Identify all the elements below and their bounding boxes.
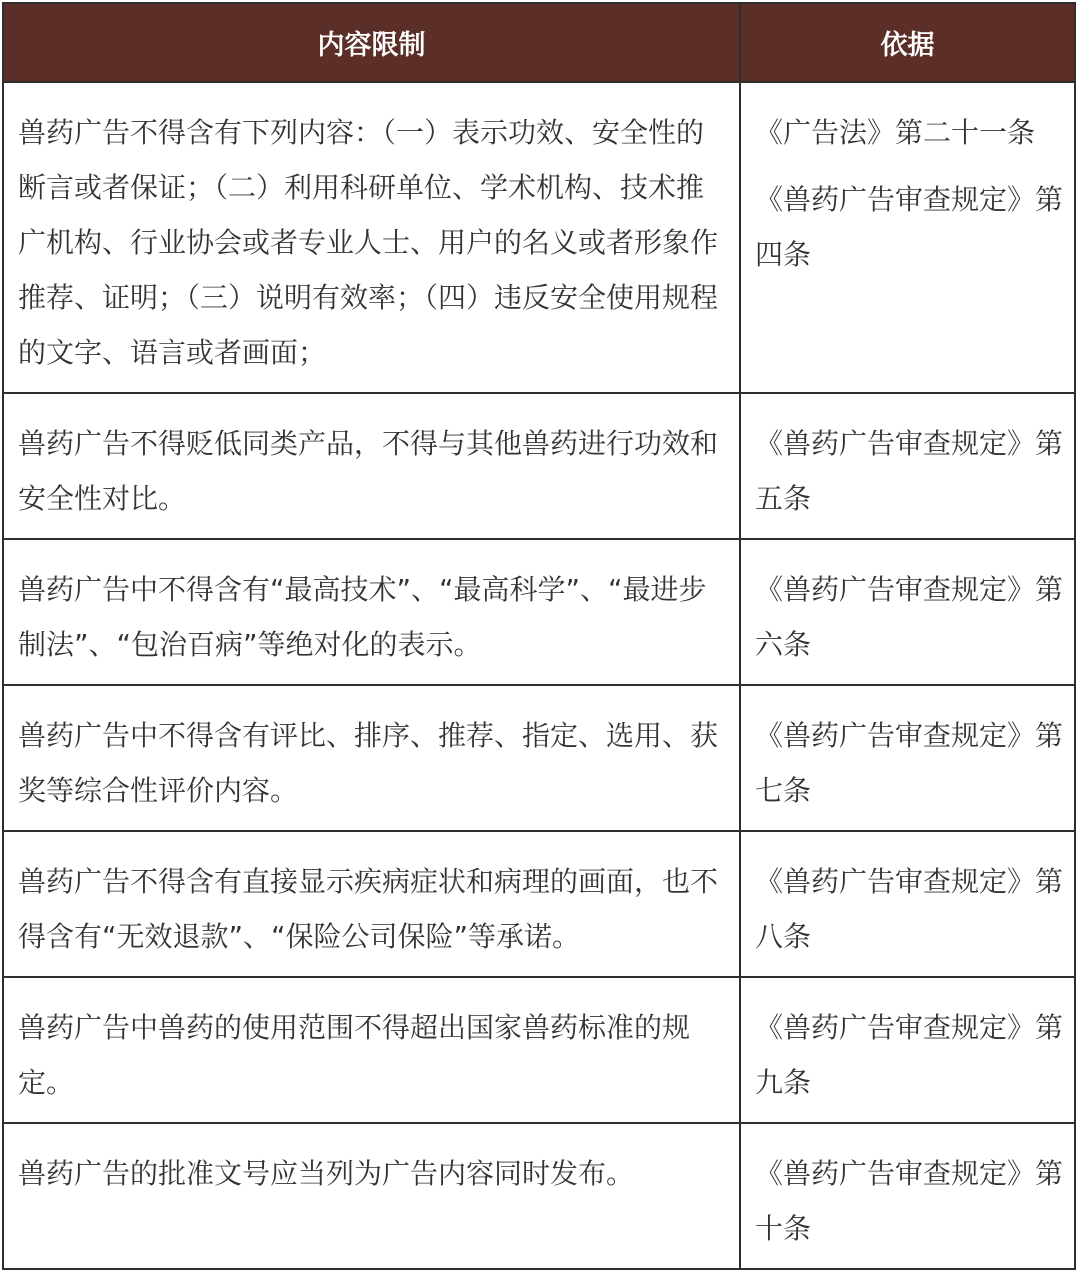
basis-cell xyxy=(740,539,1075,685)
basis-cell xyxy=(740,977,1075,1123)
table-row xyxy=(3,82,1075,393)
basis-reference: 《兽药广告审查规定》第四条 xyxy=(755,183,1064,271)
content-cell: 兽药广告中兽药的使用范围不得超出国家兽药标准的规定。 xyxy=(3,977,740,1123)
basis-cell xyxy=(740,831,1075,977)
basis-reference: 《兽药广告审查规定》第五条 xyxy=(755,427,1064,515)
header-content-restriction: 内容限制 xyxy=(3,3,740,82)
basis-cell xyxy=(740,393,1075,539)
table-row xyxy=(3,393,1075,539)
regulation-table xyxy=(2,2,1076,1270)
content-cell: 兽药广告不得含有下列内容：（一）表示功效、安全性的断言或者保证；（二）利用科研单位、学术机构、技术推广机构、行业协会或者专业人士、用户的名义或者形象作推荐、证明；（三）说明有效率；（四）违反安全使用规程的文字、语言或者画面； xyxy=(3,82,740,393)
header-basis: 依据 xyxy=(740,3,1075,82)
basis-reference: 《兽药广告审查规定》第十条 xyxy=(755,1157,1064,1245)
basis-reference: 《兽药广告审查规定》第七条 xyxy=(755,719,1064,807)
table-row xyxy=(3,1123,1075,1269)
table-header-row xyxy=(3,3,1075,82)
basis-reference: 《兽药广告审查规定》第六条 xyxy=(755,573,1064,661)
table-row xyxy=(3,685,1075,831)
content-cell: 兽药广告中不得含有评比、排序、推荐、指定、选用、获奖等综合性评价内容。 xyxy=(3,685,740,831)
basis-cell xyxy=(740,1123,1075,1269)
content-cell: 兽药广告不得含有直接显示疾病症状和病理的画面，也不得含有“无效退款”、“保险公司保险”等承诺。 xyxy=(3,831,740,977)
table-row xyxy=(3,977,1075,1123)
table-row xyxy=(3,831,1075,977)
content-cell: 兽药广告不得贬低同类产品，不得与其他兽药进行功效和安全性对比。 xyxy=(3,393,740,539)
content-cell: 兽药广告的批准文号应当列为广告内容同时发布。 xyxy=(3,1123,740,1269)
content-cell: 兽药广告中不得含有“最高技术”、“最高科学”、“最进步制法”、“包治百病”等绝对化的表示。 xyxy=(3,539,740,685)
basis-reference: 《兽药广告审查规定》第八条 xyxy=(755,865,1064,953)
basis-cell xyxy=(740,685,1075,831)
table-row xyxy=(3,539,1075,685)
basis-reference: 《兽药广告审查规定》第九条 xyxy=(755,1011,1064,1099)
basis-reference: 《广告法》第二十一条 xyxy=(755,116,1036,149)
basis-cell xyxy=(740,82,1075,393)
